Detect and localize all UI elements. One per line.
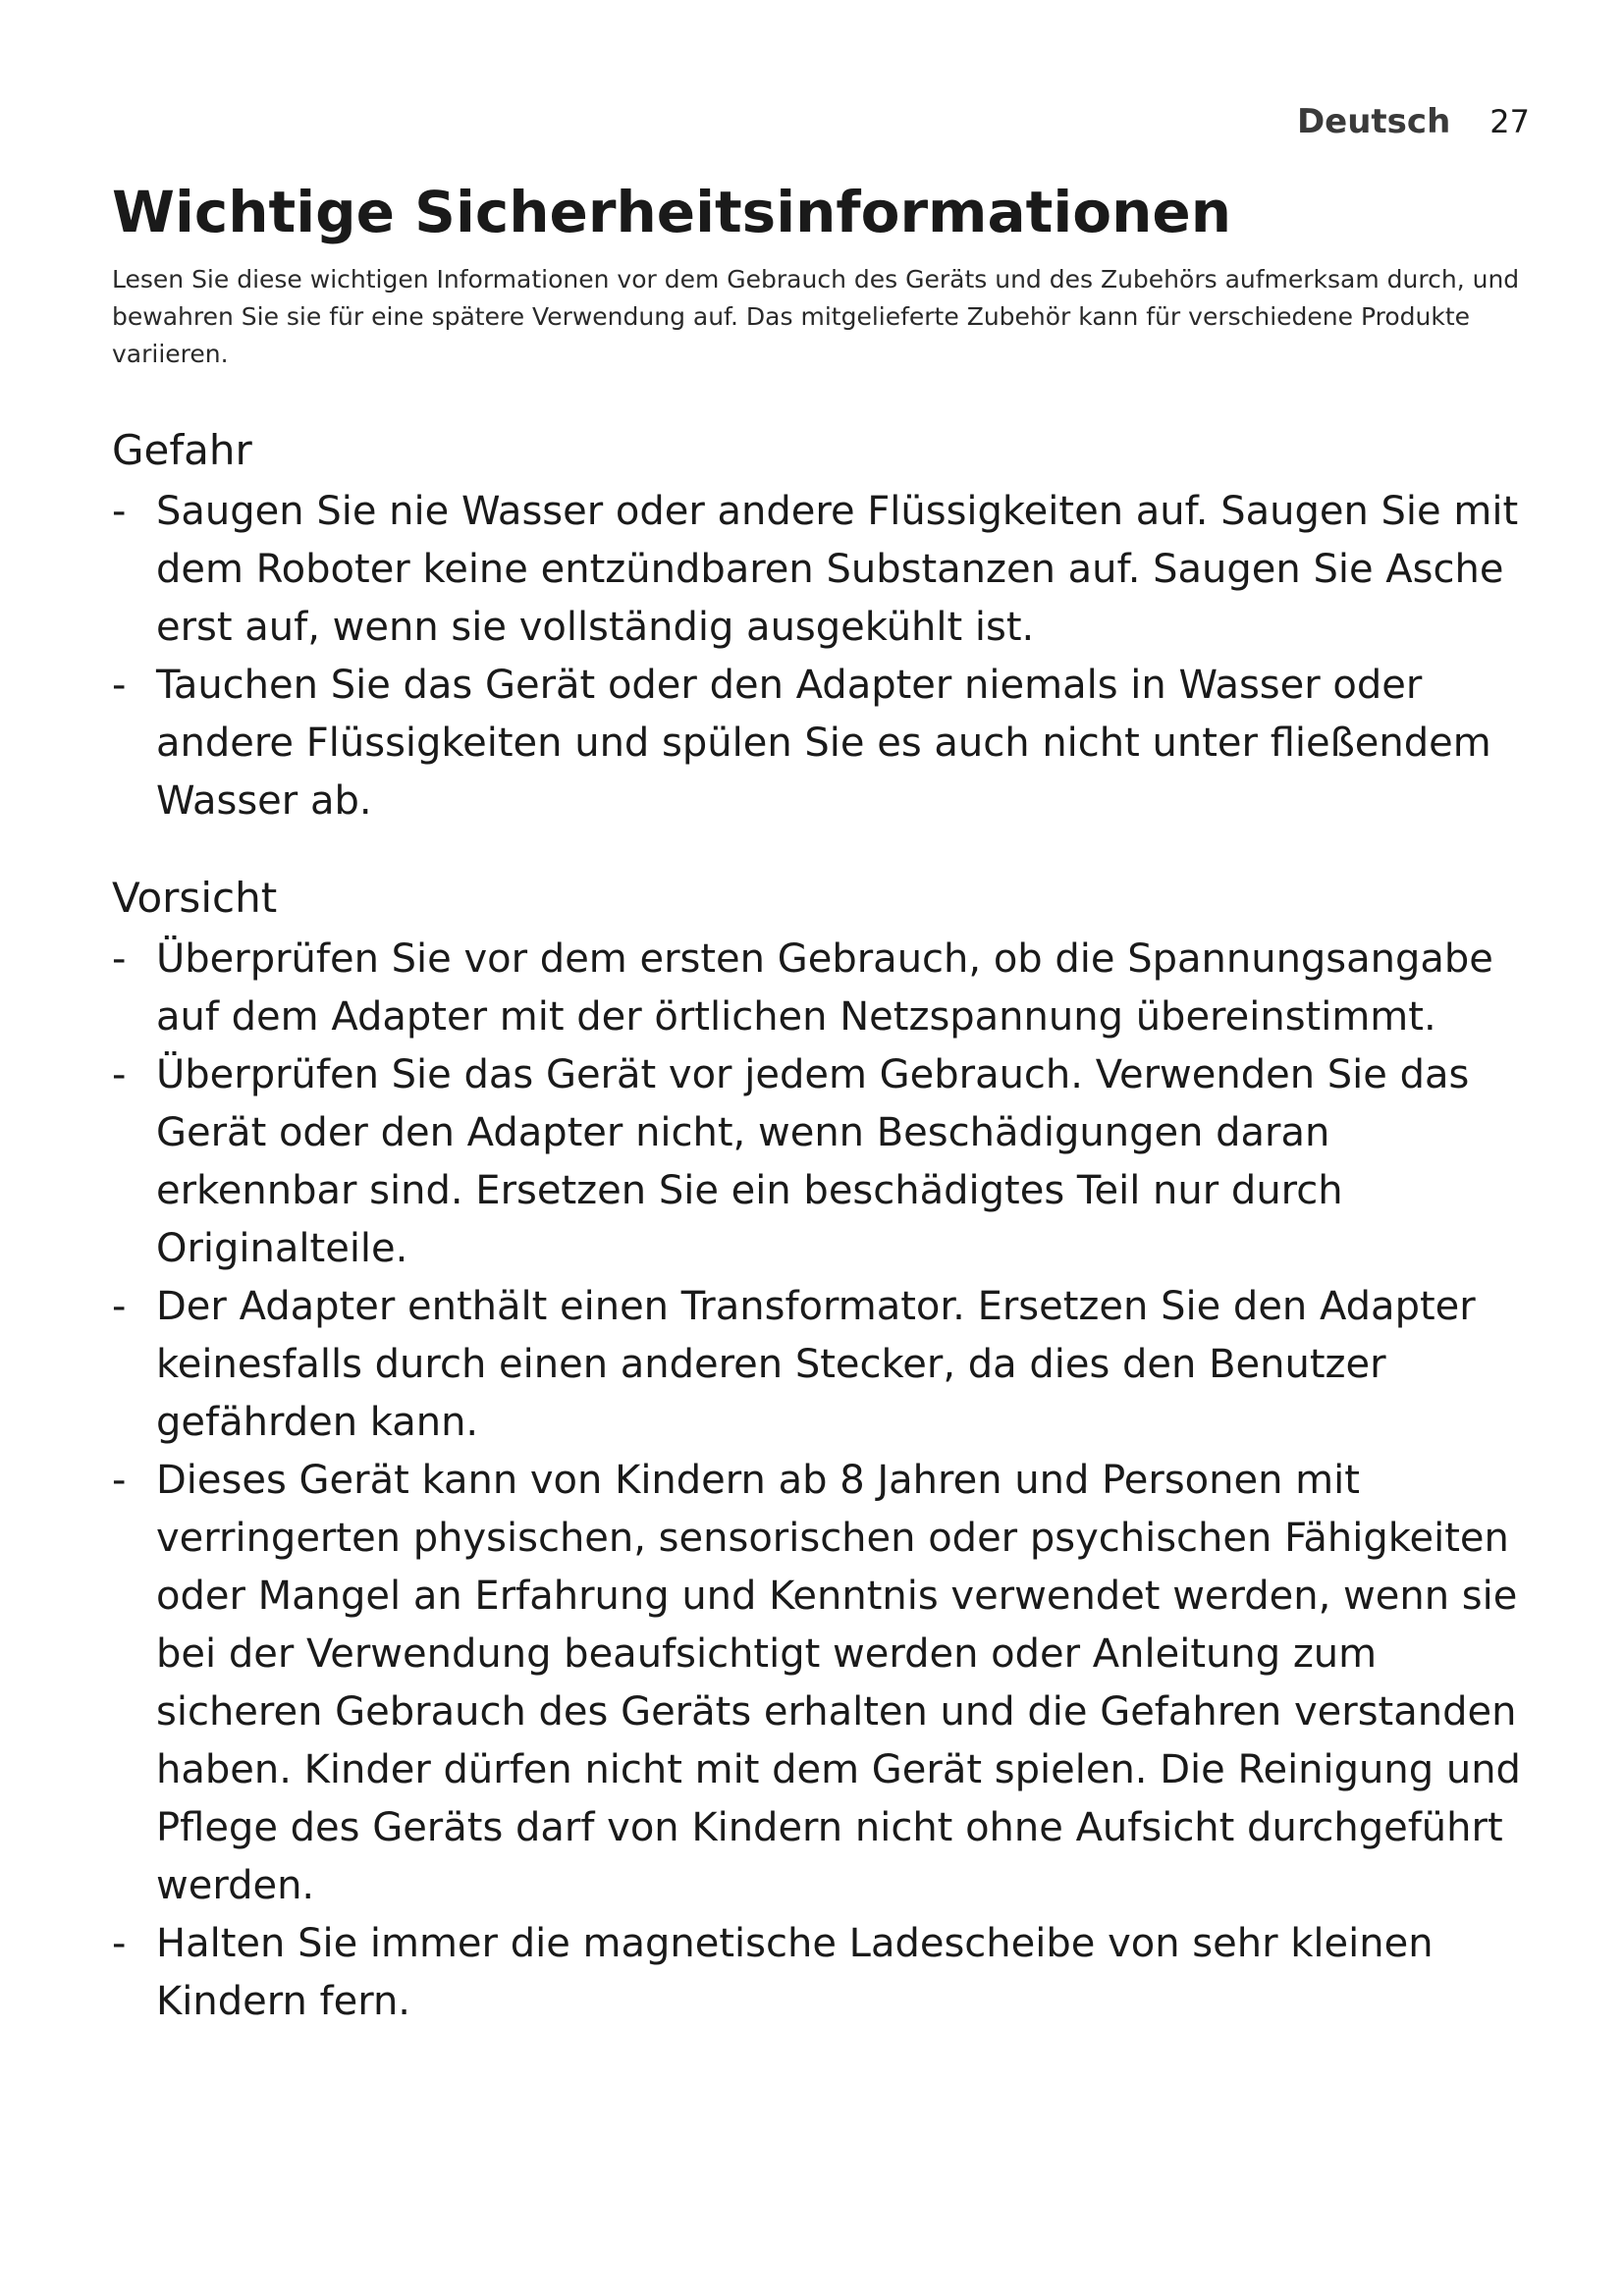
list-item-text: Saugen Sie nie Wasser oder andere Flüssigkeiten auf. Saugen Sie mit dem Roboter keine entzündbaren Substanzen auf. Saugen Sie Asche erst auf, wenn sie vollständig ausgekühlt ist.	[156, 489, 1519, 650]
list-item-text: Überprüfen Sie vor dem ersten Gebrauch, ob die Spannungsangabe auf dem Adapter mit der örtlichen Netzspannung übereinstimmt.	[156, 936, 1493, 1040]
list-item-text: Der Adapter enthält einen Transformator. Ersetzen Sie den Adapter keinesfalls durch einen anderen Stecker, da dies den Benutzer gefährden kann.	[156, 1284, 1476, 1445]
list-item	[112, 1046, 1536, 1278]
list-item-text: Dieses Gerät kann von Kindern ab 8 Jahren und Personen mit verringerten physischen, sensorischen oder psychischen Fähigkeiten oder Mangel an Erfahrung und Kenntnis verwendet werden, wenn sie bei der Verwendung beaufsichtigt werden oder Anleitung zum sicheren Gebrauch des Geräts erhalten und die Gefahren verstanden haben. Kinder dürfen nicht mit dem Gerät spielen. Die Reinigung und Pflege des Geräts darf von Kindern nicht ohne Aufsicht durchgeführt werden.	[156, 1458, 1521, 1908]
intro-paragraph: Lesen Sie diese wichtigen Informationen vor dem Gebrauch des Geräts und des Zubehörs aufmerksam durch, und bewahren Sie sie für eine spätere Verwendung auf. Das mitgelieferte Zubehör kann für verschiedene Produkte variieren.	[112, 265, 1520, 368]
section-heading-caution: Vorsicht	[112, 874, 278, 922]
section-danger	[112, 422, 1536, 830]
bullet-dash: -	[112, 1052, 127, 1097]
danger-list	[112, 483, 1536, 830]
header-language: Deutsch	[1296, 102, 1451, 141]
section-caution	[112, 870, 1536, 2031]
list-item-text: Überprüfen Sie das Gerät vor jedem Gebrauch. Verwenden Sie das Gerät oder den Adapter nicht, wenn Beschädigungen daran erkennbar sind. Ersetzen Sie ein beschädigtes Teil nur durch Originalteile.	[156, 1052, 1470, 1271]
bullet-dash: -	[112, 1921, 127, 1966]
list-item	[112, 1278, 1536, 1452]
content	[112, 173, 1536, 2031]
page-number: 27	[1489, 103, 1530, 140]
list-item	[112, 1915, 1536, 2031]
bullet-dash: -	[112, 1458, 127, 1503]
caution-list	[112, 931, 1536, 2031]
bullet-dash: -	[112, 936, 127, 982]
bullet-dash: -	[112, 663, 127, 708]
list-item-text: Tauchen Sie das Gerät oder den Adapter niemals in Wasser oder andere Flüssigkeiten und spülen Sie es auch nicht unter fließendem Wasser ab.	[156, 663, 1491, 824]
list-item	[112, 1452, 1536, 1915]
bullet-dash: -	[112, 489, 127, 534]
list-item	[112, 483, 1536, 657]
list-item	[112, 657, 1536, 830]
list-item	[112, 931, 1536, 1046]
running-header	[1297, 102, 1530, 141]
page-title: Wichtige Sicherheitsinformationen	[112, 179, 1232, 245]
bullet-dash: -	[112, 1284, 127, 1329]
section-heading-danger: Gefahr	[112, 426, 252, 474]
list-item-text: Halten Sie immer die magnetische Ladescheibe von sehr kleinen Kindern fern.	[156, 1921, 1434, 2024]
